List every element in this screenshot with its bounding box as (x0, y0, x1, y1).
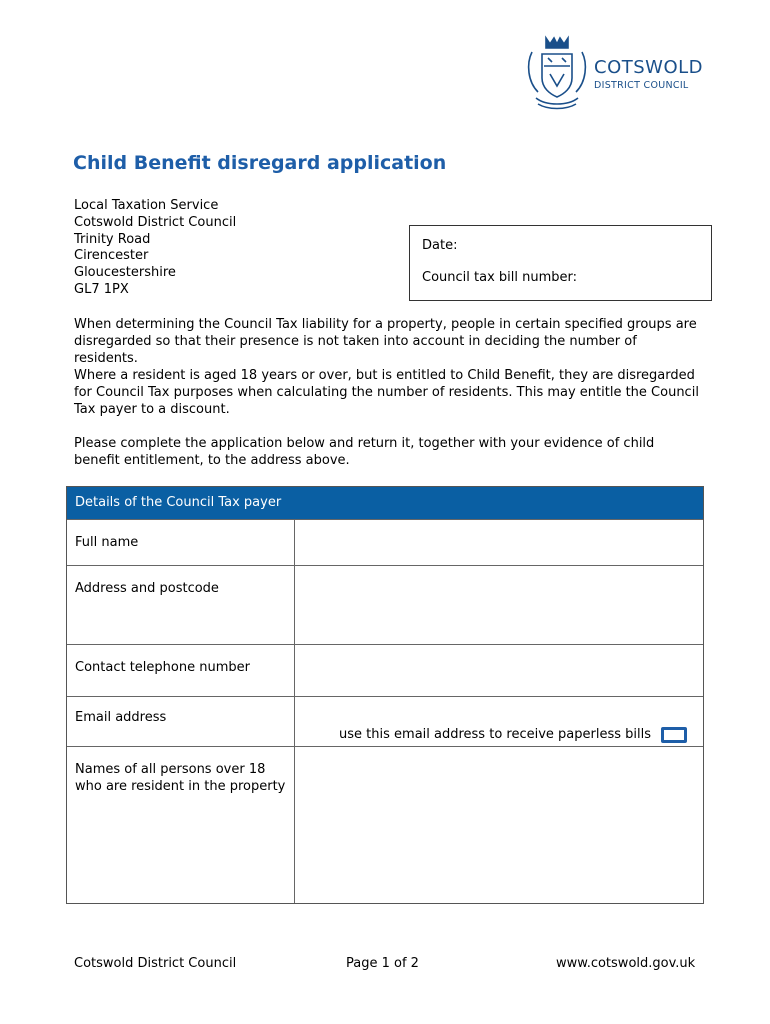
return-address (74, 198, 236, 299)
eligibility-paragraph: Where a resident is aged 18 years or over, but is entitled to Child Benefit, they are disregarded for Council Tax purposes when calculating the number of residents. This may entitle the Council Tax payer to a discount. (74, 368, 699, 417)
field-label: Email address (75, 710, 167, 725)
instructions-paragraph: Please complete the application below and return it, together with your evidence of child benefit entitlement, to the address above. (74, 436, 655, 468)
address-line: Trinity Road (74, 231, 151, 247)
field-label: Contact telephone number (75, 660, 250, 675)
form-header: Details of the Council Tax payer (67, 487, 703, 519)
address-line: Cotswold District Council (74, 214, 237, 230)
paperless-checkbox[interactable] (661, 727, 687, 743)
logo-name: COTSWOLD (594, 57, 704, 78)
intro-paragraph: When determining the Council Tax liability for a property, people in certain specified groups are disregarded so that their presence is not taken into account in deciding the number of residents. (74, 317, 697, 366)
address-line: Cirencester (74, 248, 149, 264)
address-line: GL7 1PX (74, 281, 129, 297)
footer-council: Cotswold District Council (74, 956, 237, 971)
paperless-note: use this email address to receive paperless bills (339, 727, 651, 742)
page-title: Child Benefit disregard application (73, 152, 447, 174)
residents-row[interactable] (67, 746, 703, 903)
field-label: Full name (75, 535, 139, 550)
field-label: Address and postcode (75, 581, 219, 596)
email-row[interactable] (67, 696, 703, 746)
address-row[interactable] (67, 565, 703, 644)
address-line: Gloucestershire (74, 265, 176, 281)
crest-icon (524, 34, 590, 112)
page-number: Page 1 of 2 (346, 956, 419, 971)
bill-number-label[interactable]: Council tax bill number: (422, 270, 578, 285)
logo-subtitle: DISTRICT COUNCIL (594, 80, 689, 91)
full-name-row[interactable] (67, 519, 703, 565)
footer-website[interactable]: www.cotswold.gov.uk (556, 956, 696, 971)
field-label: Names of all persons over 18 who are resident in the property (75, 762, 286, 794)
address-line: Local Taxation Service (74, 198, 219, 213)
telephone-row[interactable] (67, 644, 703, 696)
council-logo (524, 34, 714, 114)
taxpayer-details-form (66, 486, 704, 904)
date-bill-box (409, 225, 712, 301)
date-label[interactable]: Date: (422, 238, 458, 253)
